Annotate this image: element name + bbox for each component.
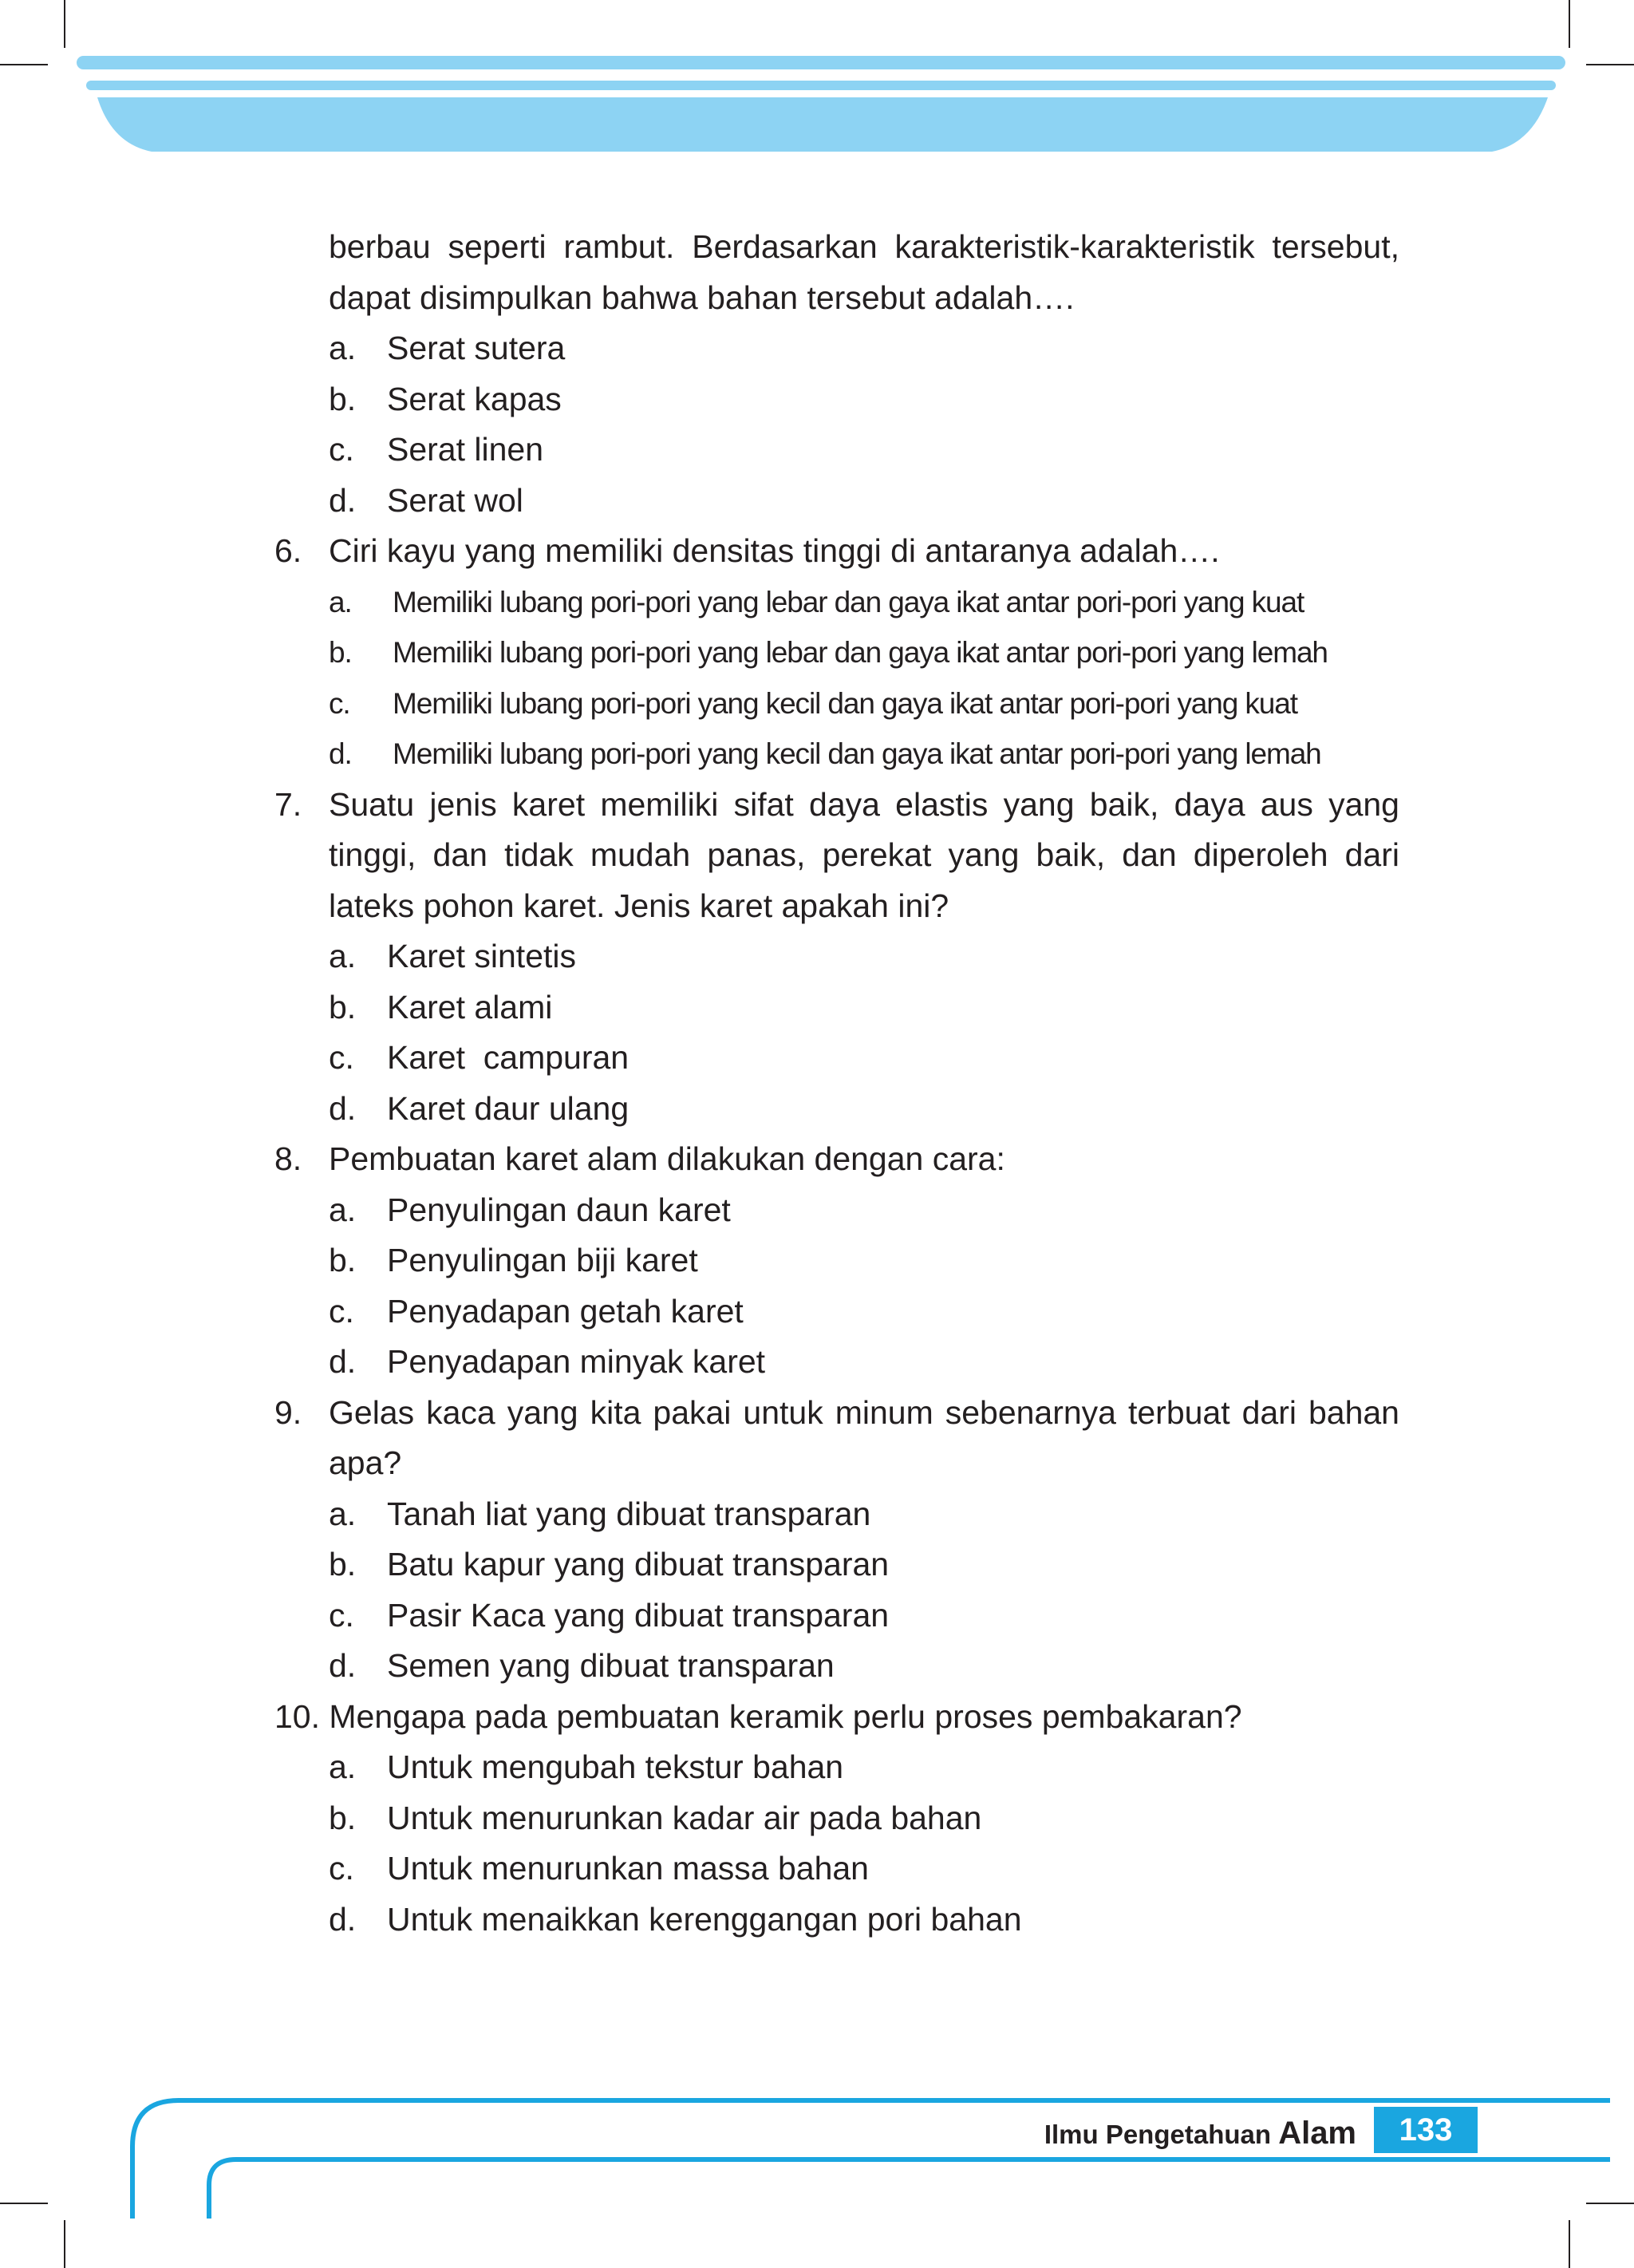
option-text: Untuk menurunkan kadar air pada bahan — [387, 1799, 982, 1836]
option-letter: b. — [329, 1799, 357, 1836]
book-title — [1044, 2111, 1356, 2155]
header-band-top-stripe — [77, 56, 1565, 69]
question-9 — [274, 1388, 1399, 1489]
q5-option-d — [274, 476, 1399, 527]
q7-option-a — [274, 931, 1399, 982]
question-text: Pembuatan karet alam dilakukan dengan cara: — [329, 1140, 1005, 1177]
header-band-mid-stripe — [86, 81, 1556, 90]
option-letter: b. — [329, 1242, 357, 1278]
q5-continuation — [329, 222, 1399, 323]
header-band — [0, 0, 1634, 160]
option-letter: d. — [329, 737, 352, 770]
q10-option-a — [274, 1742, 1399, 1793]
option-text: Batu kapur yang dibuat transparan — [387, 1546, 890, 1582]
option-text: Serat kapas — [387, 380, 562, 417]
option-text: Memiliki lubang pori-pori yang lebar dan gaya ikat antar pori-pori yang lemah — [393, 636, 1328, 669]
option-text: Penyadapan minyak karet — [387, 1343, 766, 1380]
option-letter: b. — [329, 380, 357, 417]
book-title-part2: Alam — [1278, 2116, 1356, 2151]
q6-option-d — [274, 729, 1399, 780]
q5-text-line2: dapat disimpulkan bahwa bahan tersebut adalah…. — [329, 279, 1075, 316]
option-text: Serat sutera — [387, 330, 566, 366]
option-text: Serat wol — [387, 481, 523, 519]
page-number: 133 — [1374, 2107, 1478, 2153]
option-text: Penyadapan getah karet — [387, 1292, 744, 1330]
question-8 — [274, 1134, 1399, 1185]
option-letter: c. — [329, 1292, 354, 1330]
q10-option-c — [274, 1843, 1399, 1895]
option-letter: d. — [329, 1343, 357, 1380]
option-letter: d. — [329, 1089, 357, 1127]
option-text: Serat linen — [387, 431, 544, 468]
question-7 — [274, 780, 1399, 932]
option-letter: a. — [329, 1495, 357, 1532]
q8-option-c — [274, 1286, 1399, 1337]
option-text: Memiliki lubang pori-pori yang kecil dan gaya ikat antar pori-pori yang lemah — [393, 737, 1321, 770]
q8-option-d — [274, 1337, 1399, 1388]
q5-option-c — [274, 425, 1399, 476]
question-number: 6. — [274, 532, 302, 569]
option-text: Memiliki lubang pori-pori yang kecil dan gaya ikat antar pori-pori yang kuat — [393, 686, 1297, 720]
q5-text-line1: berbau seperti rambut. Berdasarkan karakteristik-karakteristik tersebut, — [329, 228, 1399, 265]
option-letter: a. — [329, 938, 357, 974]
option-text: Tanah liat yang dibuat transparan — [387, 1495, 871, 1532]
option-text: Untuk menurunkan massa bahan — [387, 1850, 869, 1887]
q6-option-a — [274, 577, 1399, 628]
option-text: Karet daur ulang — [387, 1089, 630, 1127]
option-letter: c. — [329, 1039, 354, 1076]
q7-option-c — [274, 1033, 1399, 1084]
q8-option-a — [274, 1185, 1399, 1236]
option-letter: a. — [329, 585, 352, 618]
q9-option-a — [274, 1489, 1399, 1540]
question-6 — [274, 526, 1399, 577]
option-letter: d. — [329, 1900, 357, 1938]
q9-option-b — [274, 1539, 1399, 1590]
option-text: Memiliki lubang pori-pori yang lebar dan gaya ikat antar pori-pori yang kuat — [393, 585, 1304, 618]
option-letter: d. — [329, 481, 357, 519]
q6-option-b — [274, 627, 1399, 678]
q6-option-c — [274, 678, 1399, 729]
option-letter: c. — [329, 431, 354, 468]
q9-option-d — [274, 1641, 1399, 1692]
option-letter: b. — [329, 636, 352, 669]
option-letter: c. — [329, 1850, 354, 1887]
option-letter: a. — [329, 330, 357, 366]
option-text: Karet campuran — [387, 1039, 630, 1076]
option-letter: a. — [329, 1748, 357, 1785]
question-text: Suatu jenis karet memiliki sifat daya elastis yang baik, daya aus yang tinggi, dan tidak mudah panas, perekat yang baik, dan diperoleh dari lateks pohon karet. Jenis karet apakah ini? — [329, 785, 1399, 924]
option-text: Untuk menaikkan kerenggangan pori bahan — [387, 1900, 1022, 1938]
q7-option-d — [274, 1084, 1399, 1135]
option-text: Semen yang dibuat transparan — [387, 1647, 835, 1684]
question-10 — [274, 1692, 1399, 1743]
option-letter: b. — [329, 988, 357, 1025]
option-letter: c. — [329, 686, 350, 720]
q10-option-d — [274, 1895, 1399, 1946]
q7-option-b — [274, 982, 1399, 1033]
question-number: 8. — [274, 1140, 302, 1177]
option-letter: c. — [329, 1596, 354, 1634]
option-letter: d. — [329, 1647, 357, 1684]
header-band-shape — [97, 97, 1548, 152]
option-letter: b. — [329, 1546, 357, 1582]
question-number: 7. — [274, 785, 302, 823]
book-title-part1: Ilmu Pengetahuan — [1044, 2120, 1279, 2149]
option-text: Karet sintetis — [387, 938, 576, 974]
option-text: Penyulingan biji karet — [387, 1242, 698, 1278]
option-text: Penyulingan daun karet — [387, 1191, 731, 1228]
option-text: Untuk mengubah tekstur bahan — [387, 1748, 844, 1785]
option-letter: a. — [329, 1191, 357, 1228]
q5-option-b — [274, 374, 1399, 425]
question-text: Gelas kaca yang kita pakai untuk minum sebenarnya terbuat dari bahan apa? — [329, 1393, 1399, 1481]
question-content — [274, 222, 1399, 1945]
q5-option-a — [274, 323, 1399, 374]
q9-option-c — [274, 1590, 1399, 1642]
question-number: 9. — [274, 1393, 302, 1431]
option-text: Karet alami — [387, 988, 553, 1025]
q10-option-b — [274, 1793, 1399, 1844]
question-text: 10. Mengapa pada pembuatan keramik perlu proses pembakaran? — [274, 1697, 1242, 1735]
question-text: Ciri kayu yang memiliki densitas tinggi di antaranya adalah…. — [329, 532, 1220, 569]
q8-option-b — [274, 1235, 1399, 1286]
option-text: Pasir Kaca yang dibuat transparan — [387, 1596, 890, 1634]
footer-inner-line — [209, 2159, 1610, 2219]
